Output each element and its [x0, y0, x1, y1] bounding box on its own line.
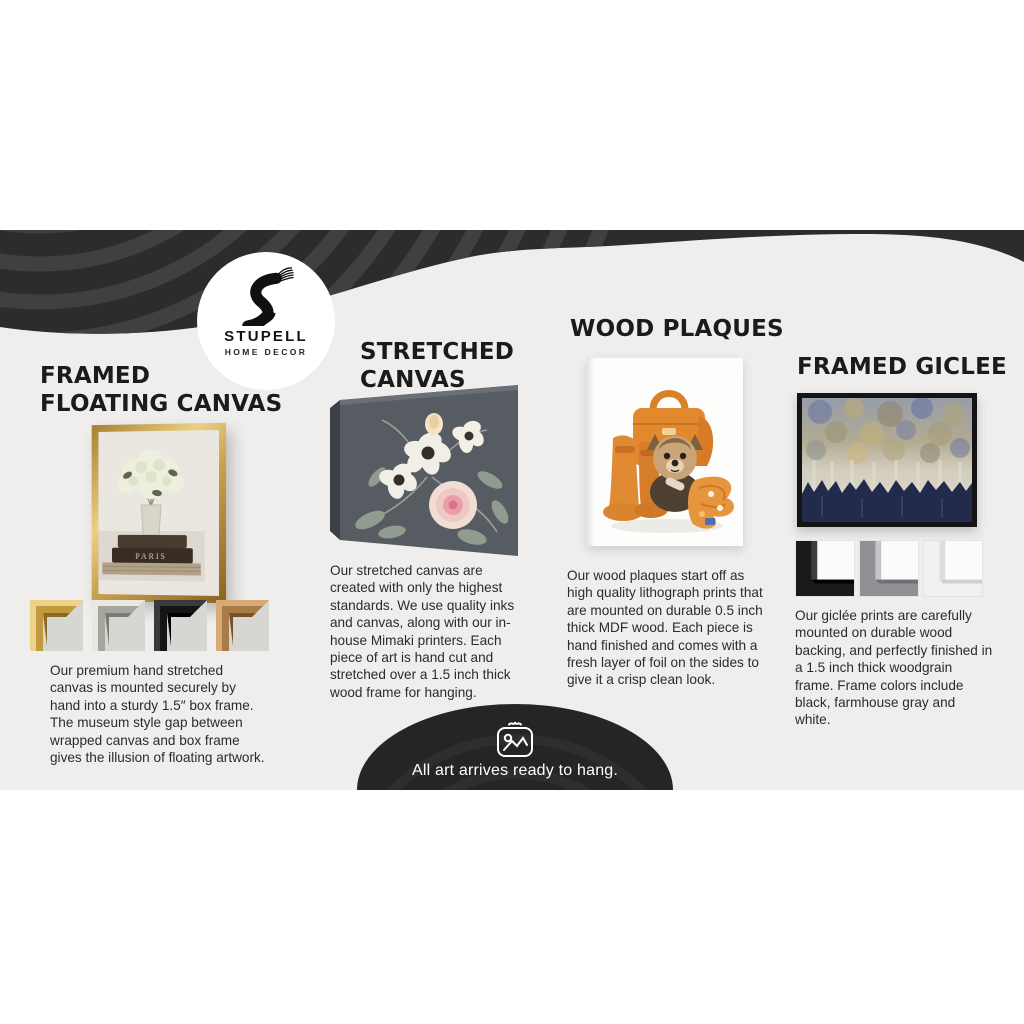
section-description-framed-floating-canvas: Our premium hand stretched canvas is mounted securely by hand into a sturdy 1.5″ box frame. The museum style gap between wrapped canvas and box frame gives the illusion of floating artwork. [50, 663, 265, 765]
top-wave-band [0, 230, 1024, 350]
frame-swatch-white [923, 540, 983, 597]
title-line: FRAMED [40, 363, 151, 389]
floating-frame-color-options [30, 600, 278, 651]
title-line: FLOATING CANVAS [40, 391, 283, 418]
stretched-canvas-artwork [322, 382, 532, 562]
brand-logo [197, 252, 335, 390]
floating-canvas-artwork [92, 423, 226, 603]
title-line: CANVAS [360, 367, 466, 394]
section-title-wood-plaques [570, 315, 784, 343]
title-line: WOOD PLAQUES [570, 316, 784, 342]
paris-book-label: PARIS [135, 551, 167, 562]
frame-swatch-gold [30, 600, 83, 651]
wood-plaque-artwork [587, 358, 743, 546]
hydrangea-artwork-image [98, 430, 204, 581]
brand-name: STUPELL [224, 328, 308, 345]
title-line: STRETCHED [360, 339, 515, 365]
frame-swatch-black [795, 540, 855, 597]
brand-tagline: HOME DECOR [224, 347, 308, 357]
giclee-frame-color-options [795, 540, 987, 597]
framed-giclee-artwork [797, 393, 977, 527]
section-description-framed-giclee: Our giclée prints are carefully mounted on durable wood backing, and perfectly finished in a 1.5 inch thick woodgrain frame. Frame colors include black, farmhouse gray and white. [795, 608, 993, 728]
section-title-framed-giclee [797, 353, 1007, 381]
section-description-stretched-canvas: Our stretched canvas are created with only the highest standards. We use quality inks and canvas, along with our in-house Mimaki printers. Each piece of art is hand cut and stretched over a 1.5 inch thick wood frame for hanging. [330, 563, 515, 700]
section-description-wood-plaques: Our wood plaques start off as high quality lithograph prints that are mounted on durable 0.5 inch thick MDF wood. Each piece is hand finished and comes with a fresh layer of foil on the sides to give it a crisp clean look. [567, 568, 763, 688]
framed-picture-icon [492, 720, 538, 760]
yorkie-artwork-image [587, 358, 743, 546]
section-title-stretched-canvas [360, 338, 514, 394]
frame-swatch-gray [859, 540, 919, 597]
title-line: FRAMED GICLEE [797, 354, 1007, 380]
abstract-artwork-image [802, 398, 972, 522]
content-panel [0, 230, 1024, 790]
frame-swatch-bronze [216, 600, 269, 651]
frame-swatch-silver [92, 600, 145, 651]
footer-text: All art arrives ready to hang. [411, 762, 619, 779]
stupell-s-swoosh-icon [237, 264, 295, 326]
footer-banner [357, 704, 673, 790]
frame-swatch-black [154, 600, 207, 651]
